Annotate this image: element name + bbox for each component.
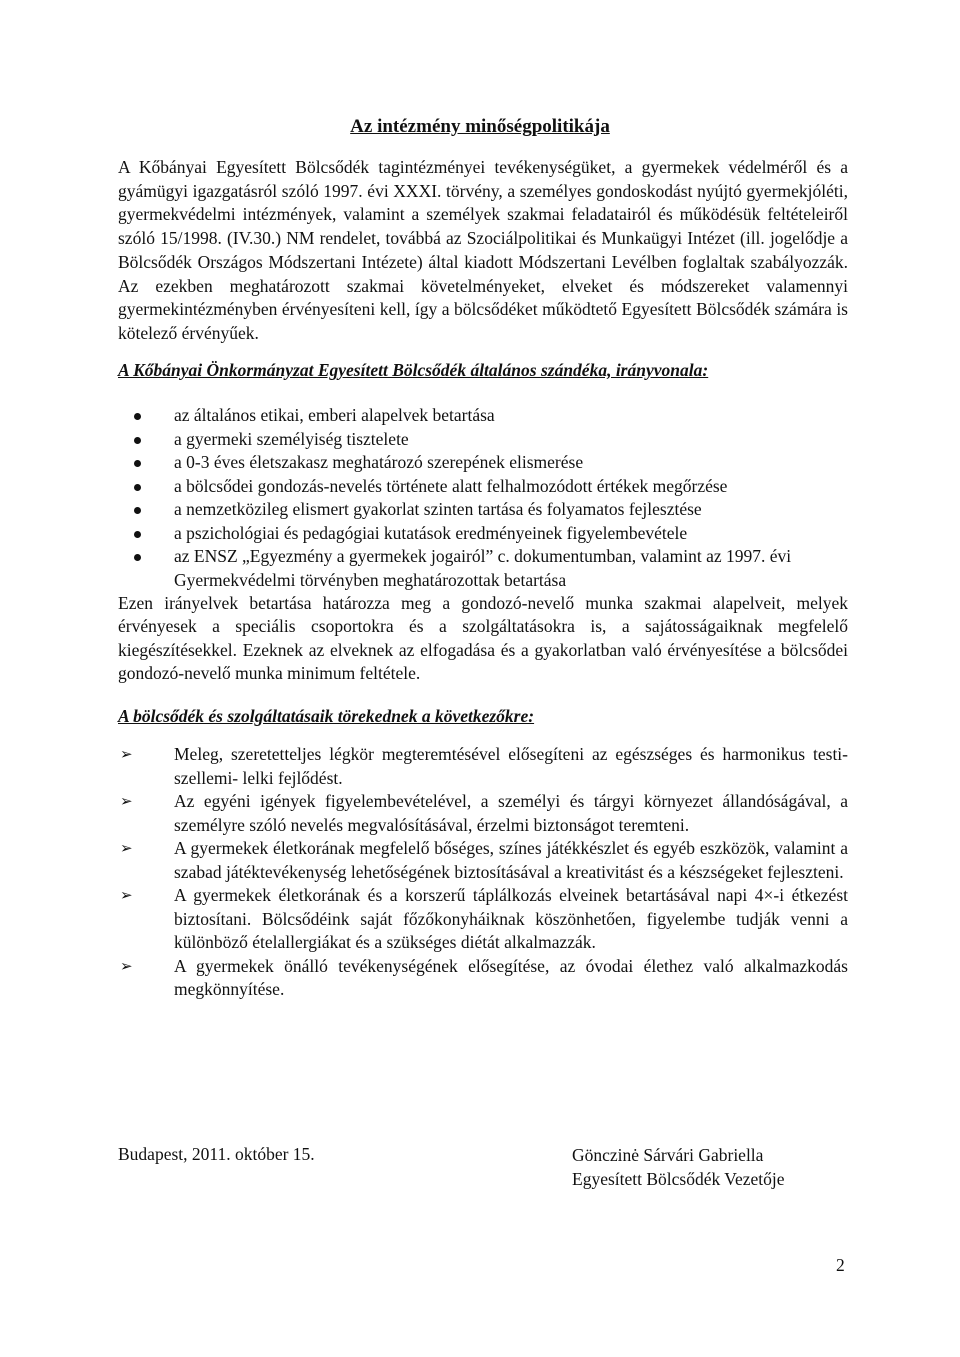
list-item-text: a bölcsődei gondozás-nevelés története alatt felhalmozódott értékek megőrzése [174, 475, 728, 496]
list-item [118, 837, 848, 884]
bullet-dot-icon [134, 437, 141, 444]
bullet-dot-icon [134, 507, 141, 514]
signature-block [572, 1143, 785, 1191]
bullet-dot-icon [134, 460, 141, 467]
bullet-dot-icon [134, 484, 141, 491]
arrowhead-right-icon: ➢ [120, 792, 133, 810]
list-item-text: A gyermekek életkorának és a korszerű táplálkozás elveinek betartásával napi 4×-i étkezést biztosítani. Bölcsődéink saját főzőkonyháiknak köszönhetően, figyelembe tudják venni a különböző ételallergiákat és a szükséges diétát alkalmazzák. [174, 885, 848, 952]
bullet-dot-icon [134, 554, 141, 561]
list-item [118, 475, 848, 499]
place-date: Budapest, 2011. október 15. [118, 1144, 315, 1164]
list-item [118, 545, 848, 592]
intro-paragraph: A Kőbányai Egyesített Bölcsődék tagintézményei tevékenységüket, a gyermekek védelméről és a gyámügyi igazgatásról szóló 1997. évi XXXI. törvény, a személyes gondoskodást nyújtó gyermekjóléti, gyermekvédelmi intézmények, valamint a személyek szakmai feladatairól és működésük feltételeiről szóló 15/1998. (IV.30.) NM rendelet, továbbá az Szociálpolitikai és Munkaügyi Intézet (ill. jogelődje a Bölcsődék Országos Módszertani Intézete) által kiadott Módszertani Levélben foglaltak szabályozzák. Az ezekben meghatározott szakmai követelményeket, elveket és módszereket valamennyi gyermekintézményben érvényesíteni kell, így a bölcsődéket működtető Egyesített Bölcsődék számára is kötelező érvényűek. [118, 157, 848, 343]
signatory-name: Gönczinė Sárvári Gabriella [572, 1145, 764, 1165]
list-item-text: Az egyéni igények figyelembevételével, a személyi és tárgyi környezet állandóságával, a személyre szóló nevelés megvalósításával, érzelmi biztonságot teremteni. [174, 791, 848, 835]
list-item [118, 522, 848, 546]
arrowhead-right-icon: ➢ [120, 745, 133, 763]
list-item [118, 955, 848, 1002]
list-item [118, 884, 848, 955]
bullet-dot-icon [134, 531, 141, 538]
principles-list [118, 404, 848, 592]
list-item [118, 404, 848, 428]
list-item-text: A gyermekek önálló tevékenységének elősegítése, az óvodai élethez való alkalmazkodás megkönnyítése. [174, 955, 848, 999]
signatory-title: Egyesített Bölcsődék Vezetője [572, 1169, 785, 1189]
list-item-text: a pszichológiai és pedagógiai kutatások eredményeinek figyelembevétele [174, 522, 688, 543]
list-item-text: az általános etikai, emberi alapelvek betartása [174, 405, 495, 425]
list-item-text: a gyermeki személyiség tisztelete [174, 428, 409, 449]
bullet-dot-icon [134, 413, 141, 420]
list-item [118, 790, 848, 837]
page-title: Az intézmény minőségpolitikája [350, 116, 610, 137]
list-item-text: Meleg, szeretetteljes légkör megteremtésével elősegíteni az egészséges és harmonikus testi- szellemi- lelki fejlődést. [174, 744, 848, 788]
section2-heading: A bölcsődék és szolgáltatásaik törekednek a következőkre: [118, 706, 535, 726]
arrowhead-right-icon: ➢ [120, 839, 133, 857]
list-item [118, 498, 848, 522]
list-item-text: a nemzetközileg elismert gyakorlat szinten tartása és folyamatos fejlesztése [174, 499, 702, 519]
page-number: 2 [836, 1255, 845, 1275]
goals-list [118, 743, 848, 1002]
list-item [118, 451, 848, 475]
section1-closing-paragraph: Ezen irányelvek betartása határozza meg a gondozó-nevelő munka szakmai alapelveit, melyek érvényesek a speciális csoportokra és a szolgáltatásokra is, a sajátosságaiknak megfelelő kiegészítésekkel. Ezeknek az elveknek az elfogadása és a gyakorlatban való érvényesítése a bölcsődei gondozó-nevelő munka minimum feltétele. [118, 593, 848, 683]
list-item-text: A gyermekek életkorának megfelelő bőséges, színes játékkészlet és egyéb eszközök, valamint a szabad játéktevékenység lehetőségének biztosításával a kreativitást és a készségeket fejleszteni. [174, 838, 848, 882]
section1-heading: A Kőbányai Önkormányzat Egyesített Bölcsődék általános szándéka, irányvonala: [118, 360, 709, 380]
list-item [118, 743, 848, 790]
arrowhead-right-icon: ➢ [120, 886, 133, 904]
arrowhead-right-icon: ➢ [120, 956, 133, 975]
list-item-text: az ENSZ „Egyezmény a gyermekek jogairól” c. dokumentumban, valamint az 1997. évi Gyermekvédelmi törvényben meghatározottak betartása [174, 546, 792, 590]
list-item-text: a 0-3 éves életszakasz meghatározó szerepének elismerése [174, 452, 584, 472]
list-item [118, 428, 848, 452]
